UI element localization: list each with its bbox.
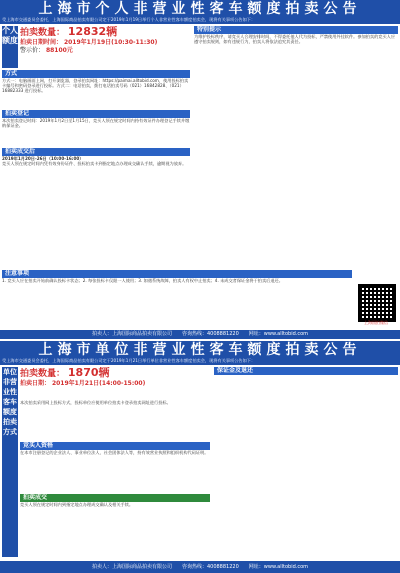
- individual-subtitle: 受上海市交通委员会委托，上海国际商品拍卖有限公司定于2019年1月19日举行个人非营业性客车额度拍卖会，现将有关事项公告如下：: [2, 17, 256, 22]
- company-deal-title: 拍卖成交: [20, 494, 210, 502]
- company-process-title: 竞买人资格: [20, 442, 210, 450]
- qr-code-icon: [358, 284, 396, 322]
- company-title: 上海市单位非营业性客车额度拍卖公告: [38, 342, 362, 358]
- company-process-section: [20, 442, 210, 492]
- company-quota-block: [20, 367, 210, 399]
- company-process-text: 在本市注册登记的企业法人、事业单位法人、社会团体法人等，持有效营业执照和组织机构代码证明。: [20, 450, 209, 455]
- special-tips-title: 特别提示: [194, 26, 398, 34]
- company-side-label: 单位非营业性客车额度拍卖方式: [2, 367, 18, 557]
- auction-time-label: 拍卖日期时间：: [20, 39, 63, 46]
- deal-time: 2019年1月20日-26日（10:00-16:00）: [2, 156, 84, 161]
- notice-title: 注意事项: [2, 270, 352, 278]
- method-title: 方式: [2, 70, 190, 78]
- warning-price: 88100元: [45, 47, 73, 54]
- company-header: [0, 341, 400, 365]
- special-tips-text: 为维护投标秩序，请竞买人合理安排时间，不得委托他人代为投标，严禁使用外挂软件。参加拍卖的竞买人应遵守拍卖规则，如有违规行为，拍卖人将依法追究其责任。: [194, 34, 396, 45]
- individual-footer: 拍卖人：上海国际商品拍卖有限公司 咨询热线：4008881220 网址：www.alltobid.com: [0, 330, 400, 339]
- registration-section: [2, 110, 190, 146]
- company-right-column: [214, 367, 398, 558]
- deal-text: 竞买人须在规定时间内凭有效身份证件、投标拍卖卡到指定地点办理成交确认手续，逾期视为放弃。: [2, 161, 187, 167]
- company-pay-title: 保证金及退还: [214, 367, 398, 375]
- warning-price-label: 警示价：: [20, 47, 45, 54]
- notice-text: 1. 竞买人应在拍卖开始前确认投标卡状态；2. 每张投标卡仅限一人使用；3. 如遇系统故障，拍卖人有权中止拍卖；4. 未成交者保证金将于拍卖后退还。: [2, 278, 283, 283]
- deal-section: [2, 148, 190, 268]
- method-text: 方式一：电脑画面上网，打开浏览器，登录拍卖网址：https://paimai.alltobid.com，使用投标拍卖卡编号和密码登录进行投标。方式二：电话拍卖，拨打电话拍卖号码（021）16842828、（021）16882333 进行投标。: [2, 78, 189, 94]
- company-quota-label: 拍卖数量：: [20, 369, 66, 379]
- qr-caption: 上海国拍微信: [364, 320, 388, 325]
- individual-header: [0, 0, 400, 24]
- company-subtitle: 受上海市交通委员会委托，上海国际商品拍卖有限公司定于2019年1月21日举行单位非营业性客车额度拍卖会，现将有关事项公告如下：: [2, 358, 256, 363]
- deal-title: 拍卖成交后: [2, 148, 190, 156]
- company-method-section: [20, 400, 210, 440]
- notice-section: [2, 270, 352, 328]
- registration-text: 本次拍卖登记时间：2019年1月2日至1月15日，竞买人须在规定时间内持有效证件办理登记手续并缴纳保证金。: [2, 118, 190, 129]
- individual-title: 上海市个人非营业性客车额度拍卖公告: [38, 1, 362, 17]
- quota-label: 拍卖数量：: [20, 28, 66, 38]
- company-footer: 拍卖人：上海国际商品拍卖有限公司 咨询热线：4008881220 网址：www.alltobid.com: [0, 561, 400, 573]
- auction-time: 2019年1月19日(10:30-11:30): [63, 39, 158, 46]
- company-time-label: 拍卖日期：: [20, 380, 51, 387]
- company-time: 2019年1月21日(14:00-15:00): [51, 380, 146, 387]
- company-quota-value: 1870辆: [67, 367, 110, 379]
- registration-title: 拍卖登记: [2, 110, 190, 118]
- quota-value: 12832辆: [67, 26, 118, 38]
- method-section: [2, 70, 190, 108]
- individual-side-label: 个人额度: [2, 26, 18, 68]
- company-deal-text: 竞买人须在规定时间内到指定地点办理成交确认及相关手续。: [20, 502, 134, 507]
- individual-quota-block: [20, 26, 190, 68]
- company-method-text: 本次拍卖采用网上投标方式，投标单位应使用单位拍卖卡登录拍卖网址进行投标。: [20, 400, 171, 405]
- special-tips-section: [194, 26, 398, 268]
- company-deal-section: [20, 494, 210, 558]
